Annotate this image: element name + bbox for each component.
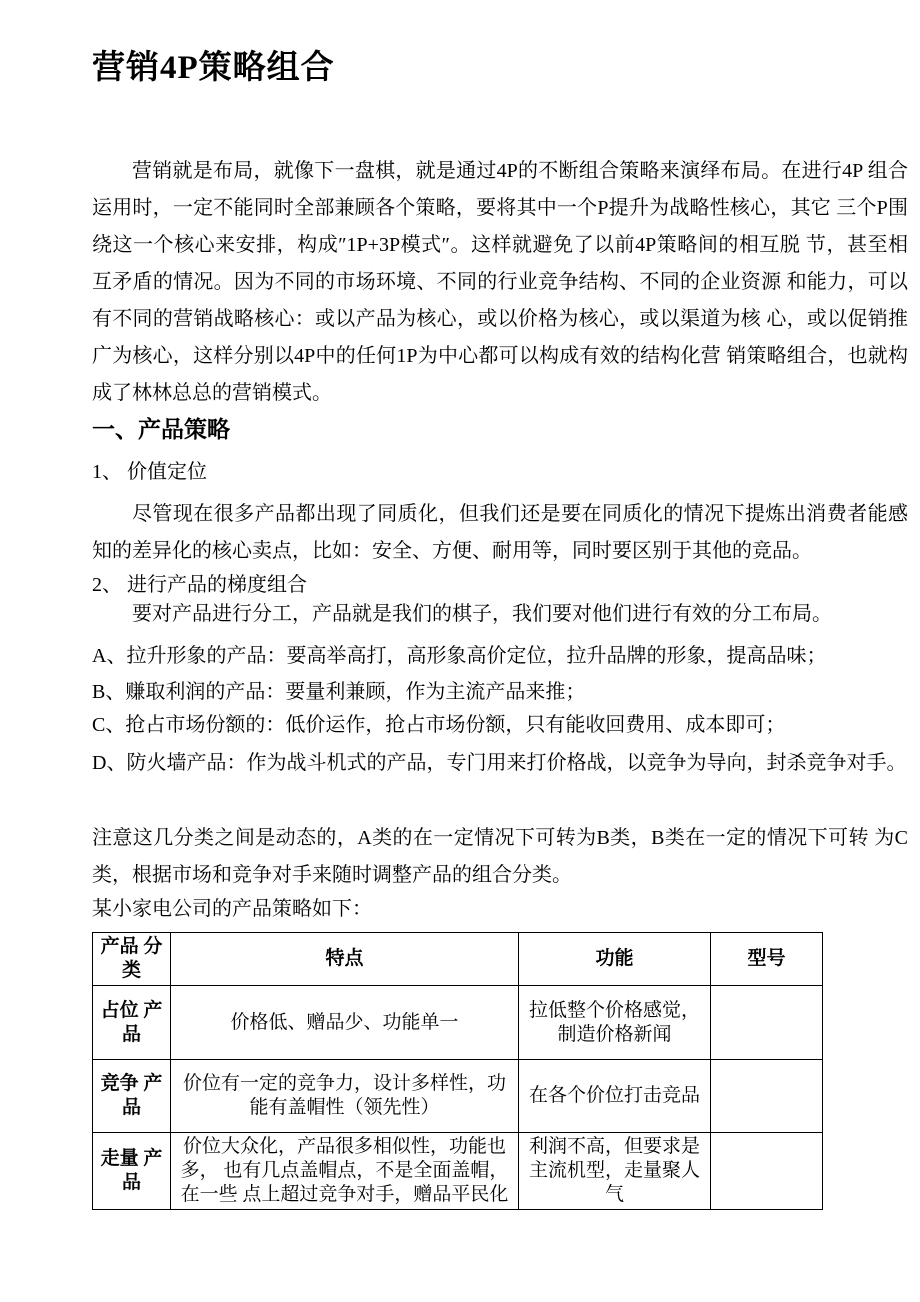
doc-title: 营销4P策略组合 (92, 50, 335, 86)
table-header-row (93, 933, 823, 986)
table-row (93, 986, 823, 1060)
section1-heading: 一、产品策略 (92, 417, 230, 442)
header-cell-model: 型号 (711, 933, 823, 986)
header-cell-function: 功能 (519, 933, 711, 986)
item1-body: 尽管现在很多产品都出现了同质化，但我们还是要在同质化的情况下提炼出消费者能感知的差异化的核心卖点，比如：安全、方便、耐用等，同时要区别于其他的竞品。 (92, 503, 908, 562)
table-row (93, 1060, 823, 1133)
grade-item-a: A、拉升形象的产品：要高举高打，高形象高价定位，拉升品牌的形象，提高品味； (92, 645, 827, 667)
cell-model (711, 1133, 823, 1210)
cell-category: 占位 产品 (93, 986, 171, 1060)
intro-paragraph: 营销就是布局，就像下一盘棋，就是通过4P的不断组合策略来演绎布局。在进行4P 组合运用时，一定不能同时全部兼顾各个策略，要将其中一个P提升为战略性核心，其它 三个P围绕这一个核心来安排，构成″1P+3P模式″。这样就避免了以前4P策略间的相互脱 节，甚至相互矛盾的情况。因为不同的市场环境、不同的行业竞争结构、不同的企业资源 和能力，可以有不同的营销战略核心：或以产品为核心，或以价格为核心，或以渠道为核 心，或以促销推广为核心，这样分别以4P中的任何1P为中心都可以构成有效的结构化营 销策略组合，也就构成了林林总总的营销模式。 (92, 160, 908, 404)
cell-function: 拉低整个价格感觉，制造价格新闻 (519, 986, 711, 1060)
cell-features: 价位有一定的竞争力，设计多样性，功能有盖帽性（领先性） (171, 1060, 519, 1133)
cell-features: 价格低、赠品少、功能单一 (171, 986, 519, 1060)
cell-category: 竞争 产品 (93, 1060, 171, 1133)
cell-model (711, 986, 823, 1060)
item2-body: 要对产品进行分工，产品就是我们的棋子，我们要对他们进行有效的分工布局。 (132, 603, 832, 625)
cell-model (711, 1060, 823, 1133)
item1-label: 1、 价值定位 (92, 461, 207, 483)
cell-function: 在各个价位打击竞品 (519, 1060, 711, 1133)
product-strategy-table (92, 932, 823, 1210)
header-cell-features: 特点 (171, 933, 519, 986)
table-row (93, 1133, 823, 1210)
cell-function: 利润不高，但要求是主流机型，走量聚人气 (519, 1133, 711, 1210)
header-cell-category: 产品 分类 (93, 933, 171, 986)
grade-item-b: B、赚取利润的产品：要量利兼顾，作为主流产品来推； (92, 681, 586, 703)
grade-item-c: C、抢占市场份额的：低价运作，抢占市场份额，只有能收回费用、成本即可； (92, 714, 786, 736)
item2-label: 2、 进行产品的梯度组合 (92, 574, 307, 596)
note-paragraph: 注意这几分类之间是动态的，A类的在一定情况下可转为B类，B类在一定的情况下可转 为C类，根据市场和竞争对手来随时调整产品的组合分类。 (92, 827, 908, 886)
grade-item-d: D、防火墙产品：作为战斗机式的产品，专门用来打价格战，以竞争为导向，封杀竞争对手。 (92, 752, 907, 774)
table-caption: 某小家电公司的产品策略如下： (92, 898, 372, 920)
cell-features: 价位大众化，产品很多相似性，功能也多， 也有几点盖帽点，不是全面盖帽，在一些 点上超过竞争对手，赠品平民化 (171, 1133, 519, 1210)
cell-category: 走量 产品 (93, 1133, 171, 1210)
